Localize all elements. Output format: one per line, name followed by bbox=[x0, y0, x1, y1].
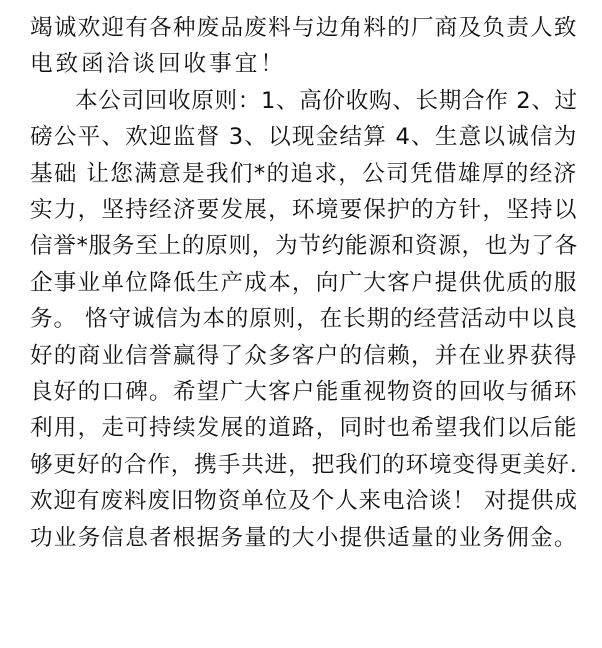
text-line: 功业务信息者根据务量的大小提供适量的业务佣金。 bbox=[30, 524, 578, 551]
text-line: 实力，坚持经济要发展，环境要保护的方针，坚持以 bbox=[30, 197, 578, 224]
text-line-indented: 本公司回收原则：1、高价收购、长期合作 2、过 bbox=[75, 87, 578, 114]
text-line: 利用，走可持续发展的道路，同时也希望我们以后能 bbox=[30, 415, 578, 442]
text-line: 够更好的合作，携手共进，把我们的环境变得更美好. bbox=[30, 451, 578, 478]
text-line: 电致函洽谈回收事宜！ bbox=[30, 51, 286, 78]
text-line: 企事业单位降低生产成本，向广大客户提供优质的服 bbox=[30, 269, 578, 296]
text-line: 好的商业信誉赢得了众多客户的信赖，并在业界获得 bbox=[30, 342, 578, 369]
principles-paragraph bbox=[30, 83, 578, 556]
text-line: 务。 恪守诚信为本的原则，在长期的经营活动中以良 bbox=[30, 306, 578, 333]
text-line: 磅公平、欢迎监督 3、以现金结算 4、生意以诚信为 bbox=[30, 124, 578, 151]
text-line: 欢迎有废料废旧物资单位及个人来电洽谈！ 对提供成 bbox=[30, 488, 578, 515]
intro-paragraph bbox=[30, 10, 578, 83]
text-line: 竭诚欢迎有各种废品废料与边角料的厂商及负责人致 bbox=[30, 15, 578, 41]
text-line: 基础 让您满意是我们*的追求，公司凭借雄厚的经济 bbox=[30, 160, 578, 187]
text-line: 良好的口碑。希望广大客户能重视物资的回收与循环 bbox=[30, 379, 578, 406]
text-line: 信誉*服务至上的原则，为节约能源和资源，也为了各 bbox=[30, 233, 578, 260]
